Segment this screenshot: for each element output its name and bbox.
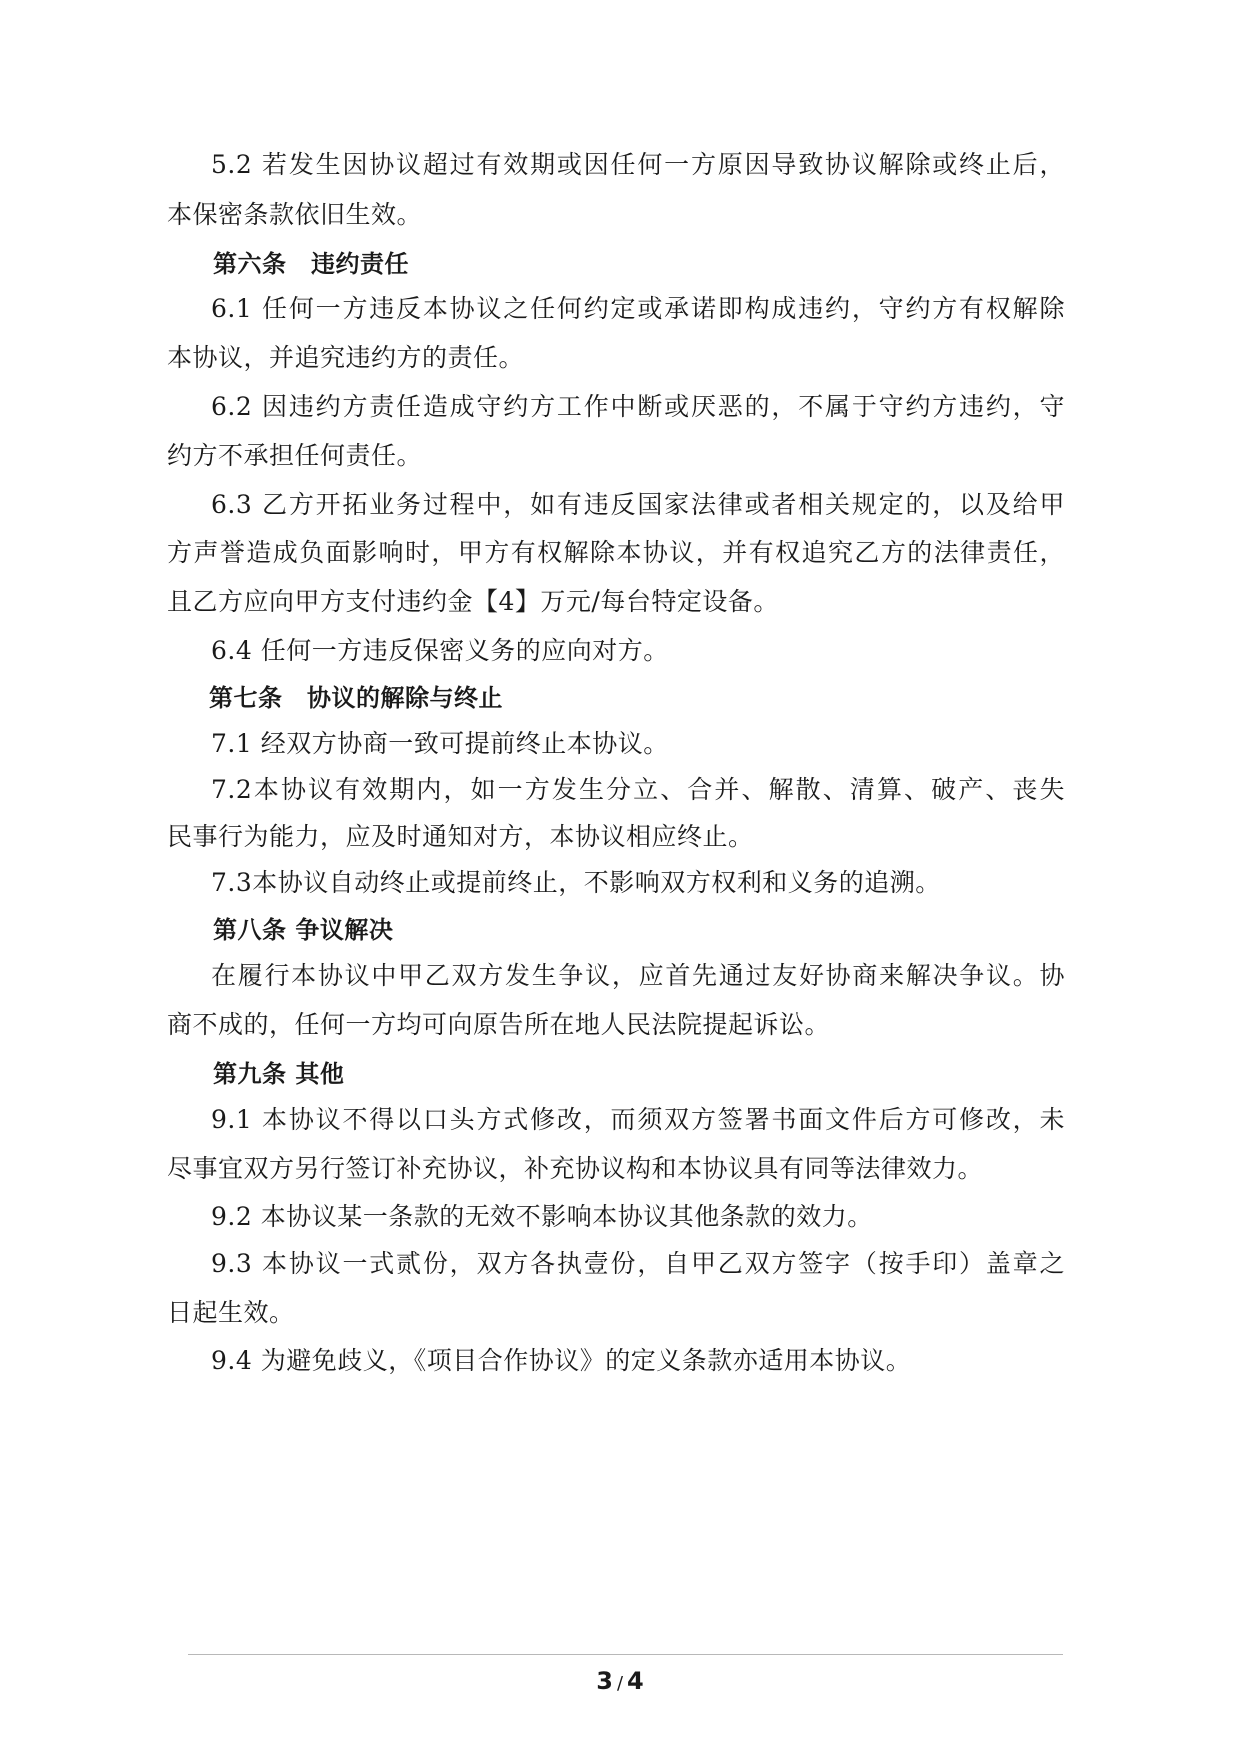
total-page-count: 4: [627, 1667, 644, 1695]
clause-5-2-line-1: 5.2 若发生因协议超过有效期或因任何一方原因导致协议解除或终止后，: [211, 150, 1065, 179]
clause-6-3-line-2: 方声誉造成负面影响时，甲方有权解除本协议，并有权追究乙方的法律责任，: [167, 538, 1065, 567]
clause-6-3-line-1: 6.3 乙方开拓业务过程中，如有违反国家法律或者相关规定的，以及给甲: [211, 490, 1065, 519]
page-number: [0, 1664, 1240, 1701]
clause-7-2-line-1: 7.2本协议有效期内，如一方发生分立、合并、解散、清算、破产、丧失: [211, 775, 1065, 804]
article-8-line-2: 商不成的，任何一方均可向原告所在地人民法院提起诉讼。: [167, 1010, 831, 1039]
clause-7-1: 7.1 经双方协商一致可提前终止本协议。: [211, 729, 669, 758]
clause-6-1-line-1: 6.1 任何一方违反本协议之任何约定或承诺即构成违约，守约方有权解除: [211, 294, 1065, 323]
clause-5-2-line-2: 本保密条款依旧生效。: [167, 200, 423, 229]
footer-divider: [188, 1654, 1063, 1655]
clause-9-4: 9.4 为避免歧义，《项目合作协议》的定义条款亦适用本协议。: [211, 1346, 912, 1375]
article-8-line-1: 在履行本协议中甲乙双方发生争议，应首先通过友好协商来解决争议。协: [211, 961, 1065, 990]
clause-9-3-line-1: 9.3 本协议一式贰份，双方各执壹份，自甲乙双方签字（按手印）盖章之: [211, 1249, 1065, 1278]
clause-6-3-line-3: 且乙方应向甲方支付违约金【4】万元/每台特定设备。: [167, 587, 779, 616]
clause-6-1-line-2: 本协议，并追究违约方的责任。: [167, 343, 525, 372]
clause-9-1-line-1: 9.1 本协议不得以口头方式修改，而须双方签署书面文件后方可修改，未: [211, 1105, 1065, 1134]
clause-7-3: 7.3本协议自动终止或提前终止，不影响双方权利和义务的追溯。: [211, 868, 941, 897]
article-9-heading: 第九条 其他: [213, 1060, 345, 1088]
clause-7-2-line-2: 民事行为能力，应及时通知对方，本协议相应终止。: [167, 822, 754, 851]
article-8-heading: 第八条 争议解决: [213, 916, 394, 944]
clause-6-4: 6.4 任何一方违反保密义务的应向对方。: [211, 636, 669, 665]
clause-6-2-line-1: 6.2 因违约方责任造成守约方工作中断或厌恶的，不属于守约方违约，守: [211, 392, 1065, 421]
clause-9-1-line-2: 尽事宜双方另行签订补充协议，补充协议构和本协议具有同等法律效力。: [167, 1154, 984, 1183]
article-7-heading: 第七条 协议的解除与终止: [209, 684, 503, 712]
current-page-number: 3: [596, 1667, 613, 1695]
clause-9-2: 9.2 本协议某一条款的无效不影响本协议其他条款的效力。: [211, 1202, 873, 1231]
article-6-heading: 第六条 违约责任: [213, 250, 409, 278]
clause-6-2-line-2: 约方不承担任何责任。: [167, 441, 423, 470]
page-separator: /: [616, 1673, 624, 1694]
clause-9-3-line-2: 日起生效。: [167, 1298, 295, 1327]
